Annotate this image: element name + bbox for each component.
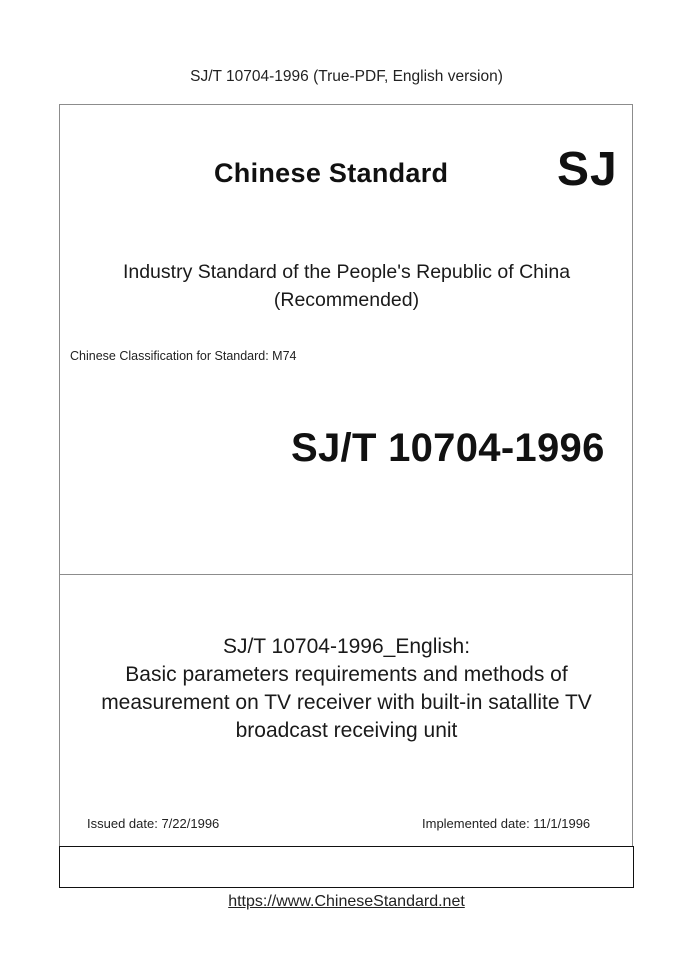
title-line: Basic parameters requirements and methods of: [125, 663, 568, 686]
website-link[interactable]: https://www.ChineseStandard.net: [228, 893, 465, 910]
document-title: [59, 633, 634, 745]
issued-date: Issued date: 7/22/1996: [87, 816, 220, 831]
classification-text: Chinese Classification for Standard: M74: [70, 349, 297, 363]
website-footer: [0, 893, 693, 911]
standard-number: SJ/T 10704-1996: [291, 426, 605, 470]
implemented-date: Implemented date: 11/1/1996: [422, 816, 591, 831]
recommended-line: (Recommended): [273, 289, 420, 311]
sj-logo: SJ: [557, 143, 618, 196]
industry-standard-heading: [0, 258, 693, 314]
brand-title: Chinese Standard: [214, 158, 449, 188]
page-header: SJ/T 10704-1996 (True-PDF, English version): [190, 68, 503, 85]
industry-line: Industry Standard of the People's Republic of China: [122, 261, 571, 283]
footer-box: [59, 846, 634, 888]
title-line: measurement on TV receiver with built-in satallite TV: [101, 691, 592, 714]
title-line: broadcast receiving unit: [235, 719, 458, 742]
title-line: SJ/T 10704-1996_English:: [222, 635, 471, 658]
